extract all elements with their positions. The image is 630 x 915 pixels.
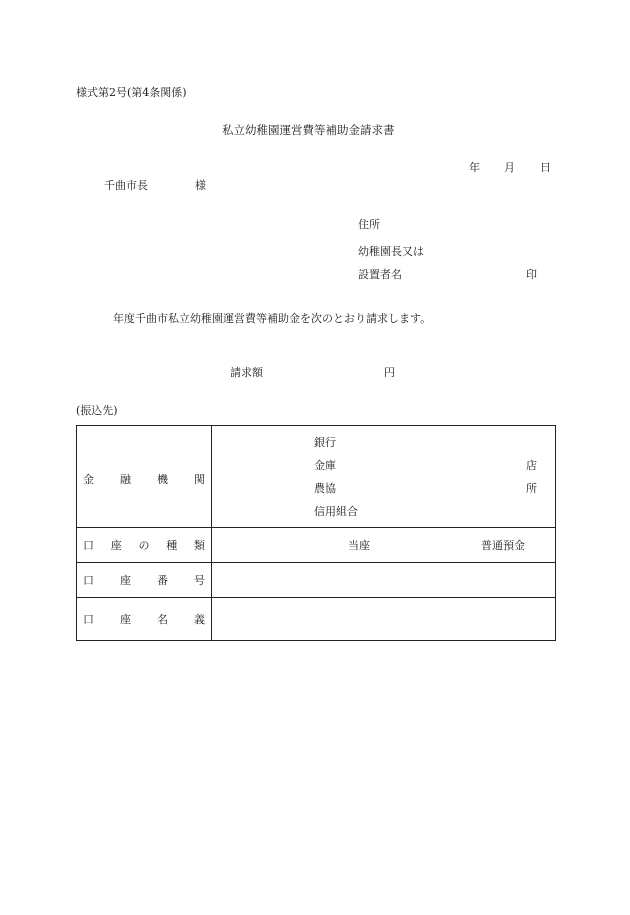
address-label: 住所 — [358, 218, 380, 231]
request-statement: 年度千曲市私立幼稚園運営費等補助金を次のとおり請求します。 — [113, 312, 432, 325]
table-row-divider — [77, 527, 555, 528]
addressee-name: 千曲市長 — [104, 179, 148, 192]
bank-account-table — [76, 425, 556, 641]
institution-type-credit-union: 信用組合 — [314, 505, 358, 518]
date-year-label: 年 — [469, 161, 480, 174]
institution-type-bank: 銀行 — [314, 436, 336, 449]
institution-type-ja: 農協 — [314, 482, 336, 495]
account-type-checking: 当座 — [348, 539, 370, 552]
table-row-divider — [77, 562, 555, 563]
date-day-label: 日 — [540, 161, 551, 174]
document-title: 私立幼稚園運営費等補助金請求書 — [222, 123, 395, 137]
branch-suffix-office: 所 — [526, 482, 537, 495]
date-month-label: 月 — [504, 161, 515, 174]
amount-label: 請求額 — [230, 366, 263, 379]
institution-type-shinkin: 金庫 — [314, 459, 336, 472]
financial-institution-label: 金 融 機 関 — [83, 473, 205, 486]
seal-mark: 印 — [526, 268, 537, 281]
representative-label-line1: 幼稚園長又は — [358, 245, 424, 258]
amount-unit: 円 — [384, 366, 395, 379]
account-holder-label: 口 座 名 義 — [83, 613, 205, 626]
remittance-heading: (振込先) — [76, 404, 118, 417]
branch-suffix-store: 店 — [526, 459, 537, 472]
account-number-label: 口 座 番 号 — [83, 574, 205, 587]
table-row-divider — [77, 597, 555, 598]
account-type-savings: 普通預金 — [481, 539, 525, 552]
representative-label-line2: 設置者名 — [358, 268, 402, 281]
table-column-divider — [211, 426, 212, 640]
account-type-label: 口 座 の 種 類 — [83, 539, 205, 552]
form-number: 様式第2号(第4条関係) — [76, 86, 187, 99]
addressee-honorific: 様 — [195, 179, 206, 192]
